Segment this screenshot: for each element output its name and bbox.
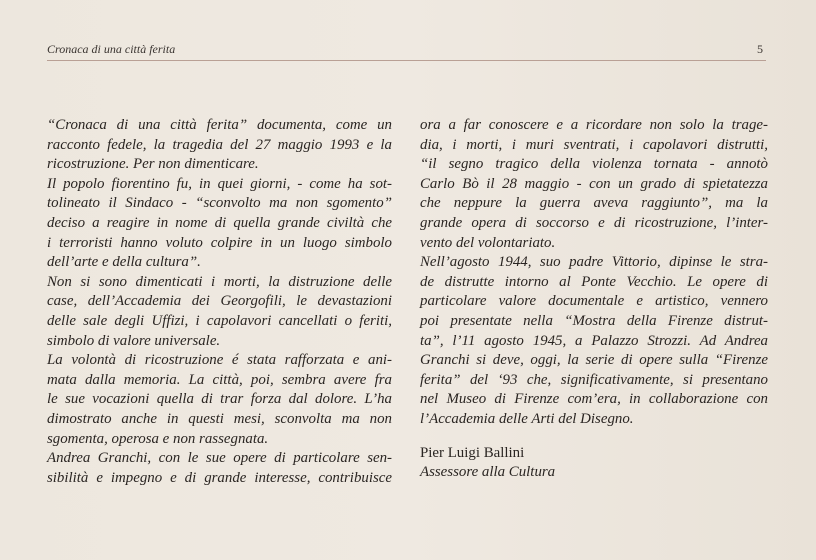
text-line: sibilità e impegno e di grande interesse, contribuisce: [47, 469, 392, 486]
text-line: ta”, l’11 agosto 1945, a Palazzo Strozzi. Ad Andrea: [420, 332, 768, 349]
text-line: case, dell’Accademia dei Georgofili, le devastazioni: [47, 293, 392, 310]
text-line: le sue vocazioni quella di trar forza dal dolore. L’ha: [47, 391, 392, 408]
text-line: sgomenta, operosa e non rassegnata.: [47, 430, 269, 447]
text-line: simbolo di valore universale.: [47, 332, 221, 349]
text-line: deciso a reagire in nome di quella grande civiltà che: [47, 214, 392, 231]
page-number: 5: [757, 42, 763, 56]
text-line: nel Museo di Firenze com’era, in collaborazione con: [420, 391, 768, 408]
text-line: dell’arte e della cultura”.: [47, 254, 201, 271]
text-line: vento del volontariato.: [420, 234, 556, 251]
signature-role: Assessore alla Cultura: [420, 464, 556, 481]
signature-name: Pier Luigi Ballini: [420, 444, 525, 461]
text-line: ora a far conoscere e a ricordare non solo la trage-: [420, 117, 768, 133]
text-line: ferita” del ‘93 che, significativamente, si presentano: [420, 371, 768, 388]
text-line: poi presentate nella “Mostra della Firenze distrut-: [420, 312, 768, 329]
text-line: grande opera di soccorso e di ricostruzione, l’inter-: [420, 214, 768, 231]
text-line: Non si sono dimenticati i morti, la distruzione delle: [47, 273, 392, 290]
text-line: “Cronaca di una città ferita” documenta, come un: [47, 117, 392, 133]
text-line: Carlo Bò il 28 maggio - con un grado di spietatezza: [420, 175, 768, 192]
text-line: Il popolo fiorentino fu, in quei giorni, - come ha sot-: [47, 175, 392, 192]
text-line: La volontà di ricostruzione é stata rafforzata e ani-: [47, 352, 392, 369]
running-title: Cronaca di una città ferita: [47, 42, 176, 56]
text-line: Nell’agosto 1944, suo padre Vittorio, dipinse le stra-: [420, 254, 768, 271]
text-line: che neppure la guerra aveva raggiunto”, ma la: [420, 195, 768, 212]
header-rule: [47, 60, 766, 61]
text-line: dia, i morti, i muri sventrati, i capolavori distrutti,: [420, 136, 768, 153]
text-line: dimostrato anche in questi mesi, sconvolta ma non: [47, 410, 392, 427]
text-line: tolineato il Sindaco - “sconvolto ma non sgomento”: [47, 195, 392, 212]
text-line: racconto fedele, la tragedia del 27 maggio 1993 e la: [47, 136, 392, 153]
text-line: “il segno tragico della violenza tornata - annotò: [420, 156, 768, 173]
text-line: Andrea Granchi, con le sue opere di particolare sen-: [47, 450, 392, 467]
text-line: ricostruzione. Per non dimenticare.: [47, 156, 259, 173]
text-line: i terroristi hanno voluto colpire in un luogo simbolo: [47, 234, 392, 251]
text-line: mata dalla memoria. La città, poi, sembra avere fra: [47, 371, 392, 388]
text-line: l’Accademia delle Arti del Disegno.: [420, 410, 634, 427]
left-column: [47, 116, 392, 488]
text-line: particolare valore documentale e artistico, vennero: [420, 293, 768, 310]
text-line: Granchi si deve, oggi, la serie di opere sulla “Firenze: [420, 352, 768, 369]
right-column: [420, 116, 768, 483]
text-line: delle sale degli Uffizi, i capolavori cancellati o feriti,: [47, 312, 392, 329]
paragraph-gap: [420, 430, 768, 444]
text-line: de distrutte intorno al Ponte Vecchio. Le opere di: [420, 273, 768, 290]
